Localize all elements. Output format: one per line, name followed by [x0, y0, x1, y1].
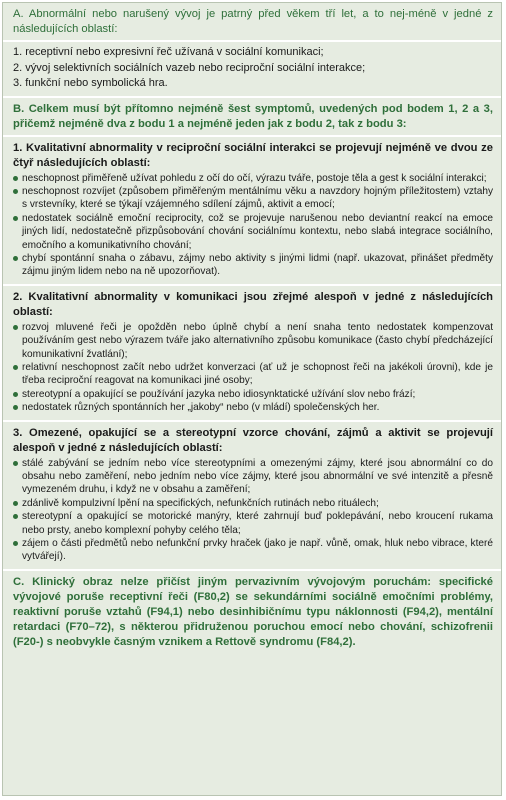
section-3-bullets	[3, 457, 501, 569]
section-1-heading: 1. Kvalitativní abnormality v reciproční sociální interakci se projevují nejméně ve dvou ze čtyř následujících oblastí:	[13, 141, 493, 169]
list-item-text: stálé zabývání se jedním nebo více stereotypními a omezenými zájmy, které jsou abnormální co do obsahu nebo zaměření, nebo jedním nebo více zájmy, které jsou abnormální ve své intenzitě a přesně vymezeném druhu, i když ne v obsahu a zaměření;	[22, 457, 493, 496]
bullet-icon	[13, 325, 18, 330]
list-item	[13, 252, 493, 279]
bullet-icon	[13, 256, 18, 261]
section-2-heading: 2. Kvalitativní abnormality v komunikaci jsou zřejmé alespoň v jedné z následujících oblastí:	[13, 290, 493, 318]
bullet-icon	[13, 189, 18, 194]
list-item-text: neschopnost rozvíjet (způsobem přiměřeným mentálnímu věku a navzdory hojným příležitostem) vztahy s vrstevníky, které se týkají vzájemného sdílení zájmů, aktivit a emocí;	[22, 185, 493, 211]
list-item-text: stereotypní a opakující se používání jazyka nebo idiosynktatické užívání slov nebo frází;	[22, 388, 416, 400]
bullet-icon	[13, 392, 18, 397]
list-item	[13, 321, 493, 361]
list-item-text: chybí spontánní snaha o zábavu, zájmy nebo aktivity s jinými lidmi (např. ukazovat, přinášet předměty zájmu jiným lidem nebo na ně upozorňovat).	[22, 252, 493, 278]
criterion-c-heading: C. Klinický obraz nelze přičíst jiným pervazivním vývojovým poruchám: specifické vývojové poruše receptivní řeči (F80,2) se sekundárními sociálně emočními problémy, reaktivní poruše vztahů (F94,1) nebo desinhibičnímu typu náklonnosti (F94,2), mentální retardaci (F70–72), s některou přidruženou poruchou emocí nebo chování, schizofrenii (F20-) s neobvykle časným vznikem a Rettově syndromu (F84,2).	[13, 575, 493, 648]
list-item: 2. vývoj selektivních sociálních vazeb nebo reciproční sociální interakce;	[13, 61, 366, 74]
list-item-text: zdánlivě kompulzivní lpění na specifických, nefunkčních rutinách nebo rituálech;	[22, 497, 379, 509]
list-item	[13, 185, 493, 212]
list-item-text: rozvoj mluvené řeči je opožděn nebo úplně chybí a není snaha tento nedostatek kompenzovat používáním gest nebo výrazem tváře jako alternativního způsobu komunikace (často chybí předcházející komunikativní žvatlání);	[22, 321, 493, 360]
list-item: 1. receptivní nebo expresivní řeč užívaná v sociální komunikaci;	[13, 46, 324, 58]
criterion-b	[3, 98, 501, 135]
list-item-text: nedostatek sociálně emoční reciprocity, což se projevuje narušenou nebo deviantní reakcí na emoce jiných lidí, nedostatečně přizpůsobování chování sociálnímu kontextu, nebo slabá integrace sociálního, emočního a komunikativního chování;	[22, 212, 493, 251]
bullet-icon	[13, 216, 18, 221]
list-item: 3. funkční nebo symbolická hra.	[13, 77, 168, 89]
criterion-a-list	[3, 42, 501, 96]
list-item	[13, 401, 493, 414]
criterion-a-heading: A. Abnormální nebo narušený vývoj je patrný před věkem tří let, a to nej-méně v jedné z následujících oblastí:	[13, 8, 493, 35]
section-2-bullets	[3, 321, 501, 420]
list-item	[13, 537, 493, 564]
criteria-box	[2, 2, 502, 796]
bullet-icon	[13, 176, 18, 181]
list-item-text: neschopnost přiměřeně užívat pohledu z očí do očí, výrazu tváře, postoje těla a gest k sociální interakci;	[22, 172, 487, 184]
bullet-icon	[13, 405, 18, 410]
criterion-a	[3, 3, 501, 96]
section-3	[3, 422, 501, 569]
list-item	[13, 457, 493, 497]
list-item-text: nedostatek různých spontánních her „jakoby“ nebo (v mládí) společenských her.	[22, 402, 380, 414]
list-item-text: zájem o části předmětů nebo nefunkční prvky hraček (jako je např. vůně, omak, hluk nebo vibrace, které vytvářejí).	[22, 538, 493, 563]
list-item	[13, 497, 493, 510]
list-item	[13, 388, 493, 401]
section-1	[3, 137, 501, 284]
criterion-b-heading: B. Celkem musí být přítomno nejméně šest symptomů, uvedených pod bodem 1, 2 a 3, přičemž nejméně dva z bodu 1 a nejméně jeden jak z bodu 2, tak z bodu 3:	[13, 102, 493, 130]
list-item	[13, 361, 493, 388]
bullet-icon	[13, 365, 18, 370]
bullet-icon	[13, 501, 18, 506]
bullet-icon	[13, 514, 18, 519]
criterion-c	[3, 571, 501, 653]
section-3-heading: 3. Omezené, opakující se a stereotypní vzorce chování, zájmů a aktivit se projevují alespoň v jedné z následujících oblastí:	[13, 426, 493, 454]
list-item	[13, 510, 493, 537]
list-item-text: stereotypní a opakující se motorické manýry, které zahrnují buď poklepávání, nebo kroucení rukama nebo prsty, anebo komplexní pohyby celého těla;	[22, 511, 493, 536]
list-item	[13, 172, 493, 185]
section-2	[3, 286, 501, 420]
list-item	[13, 212, 493, 252]
bullet-icon	[13, 541, 18, 546]
section-1-bullets	[3, 172, 501, 284]
bullet-icon	[13, 461, 18, 466]
list-item-text: relativní neschopnost začít nebo udržet konverzaci (ať už je schopnost řeči na jakékoli úrovni), kde je třeba reciproční reagovat na komunikaci jiné osoby;	[22, 361, 493, 387]
